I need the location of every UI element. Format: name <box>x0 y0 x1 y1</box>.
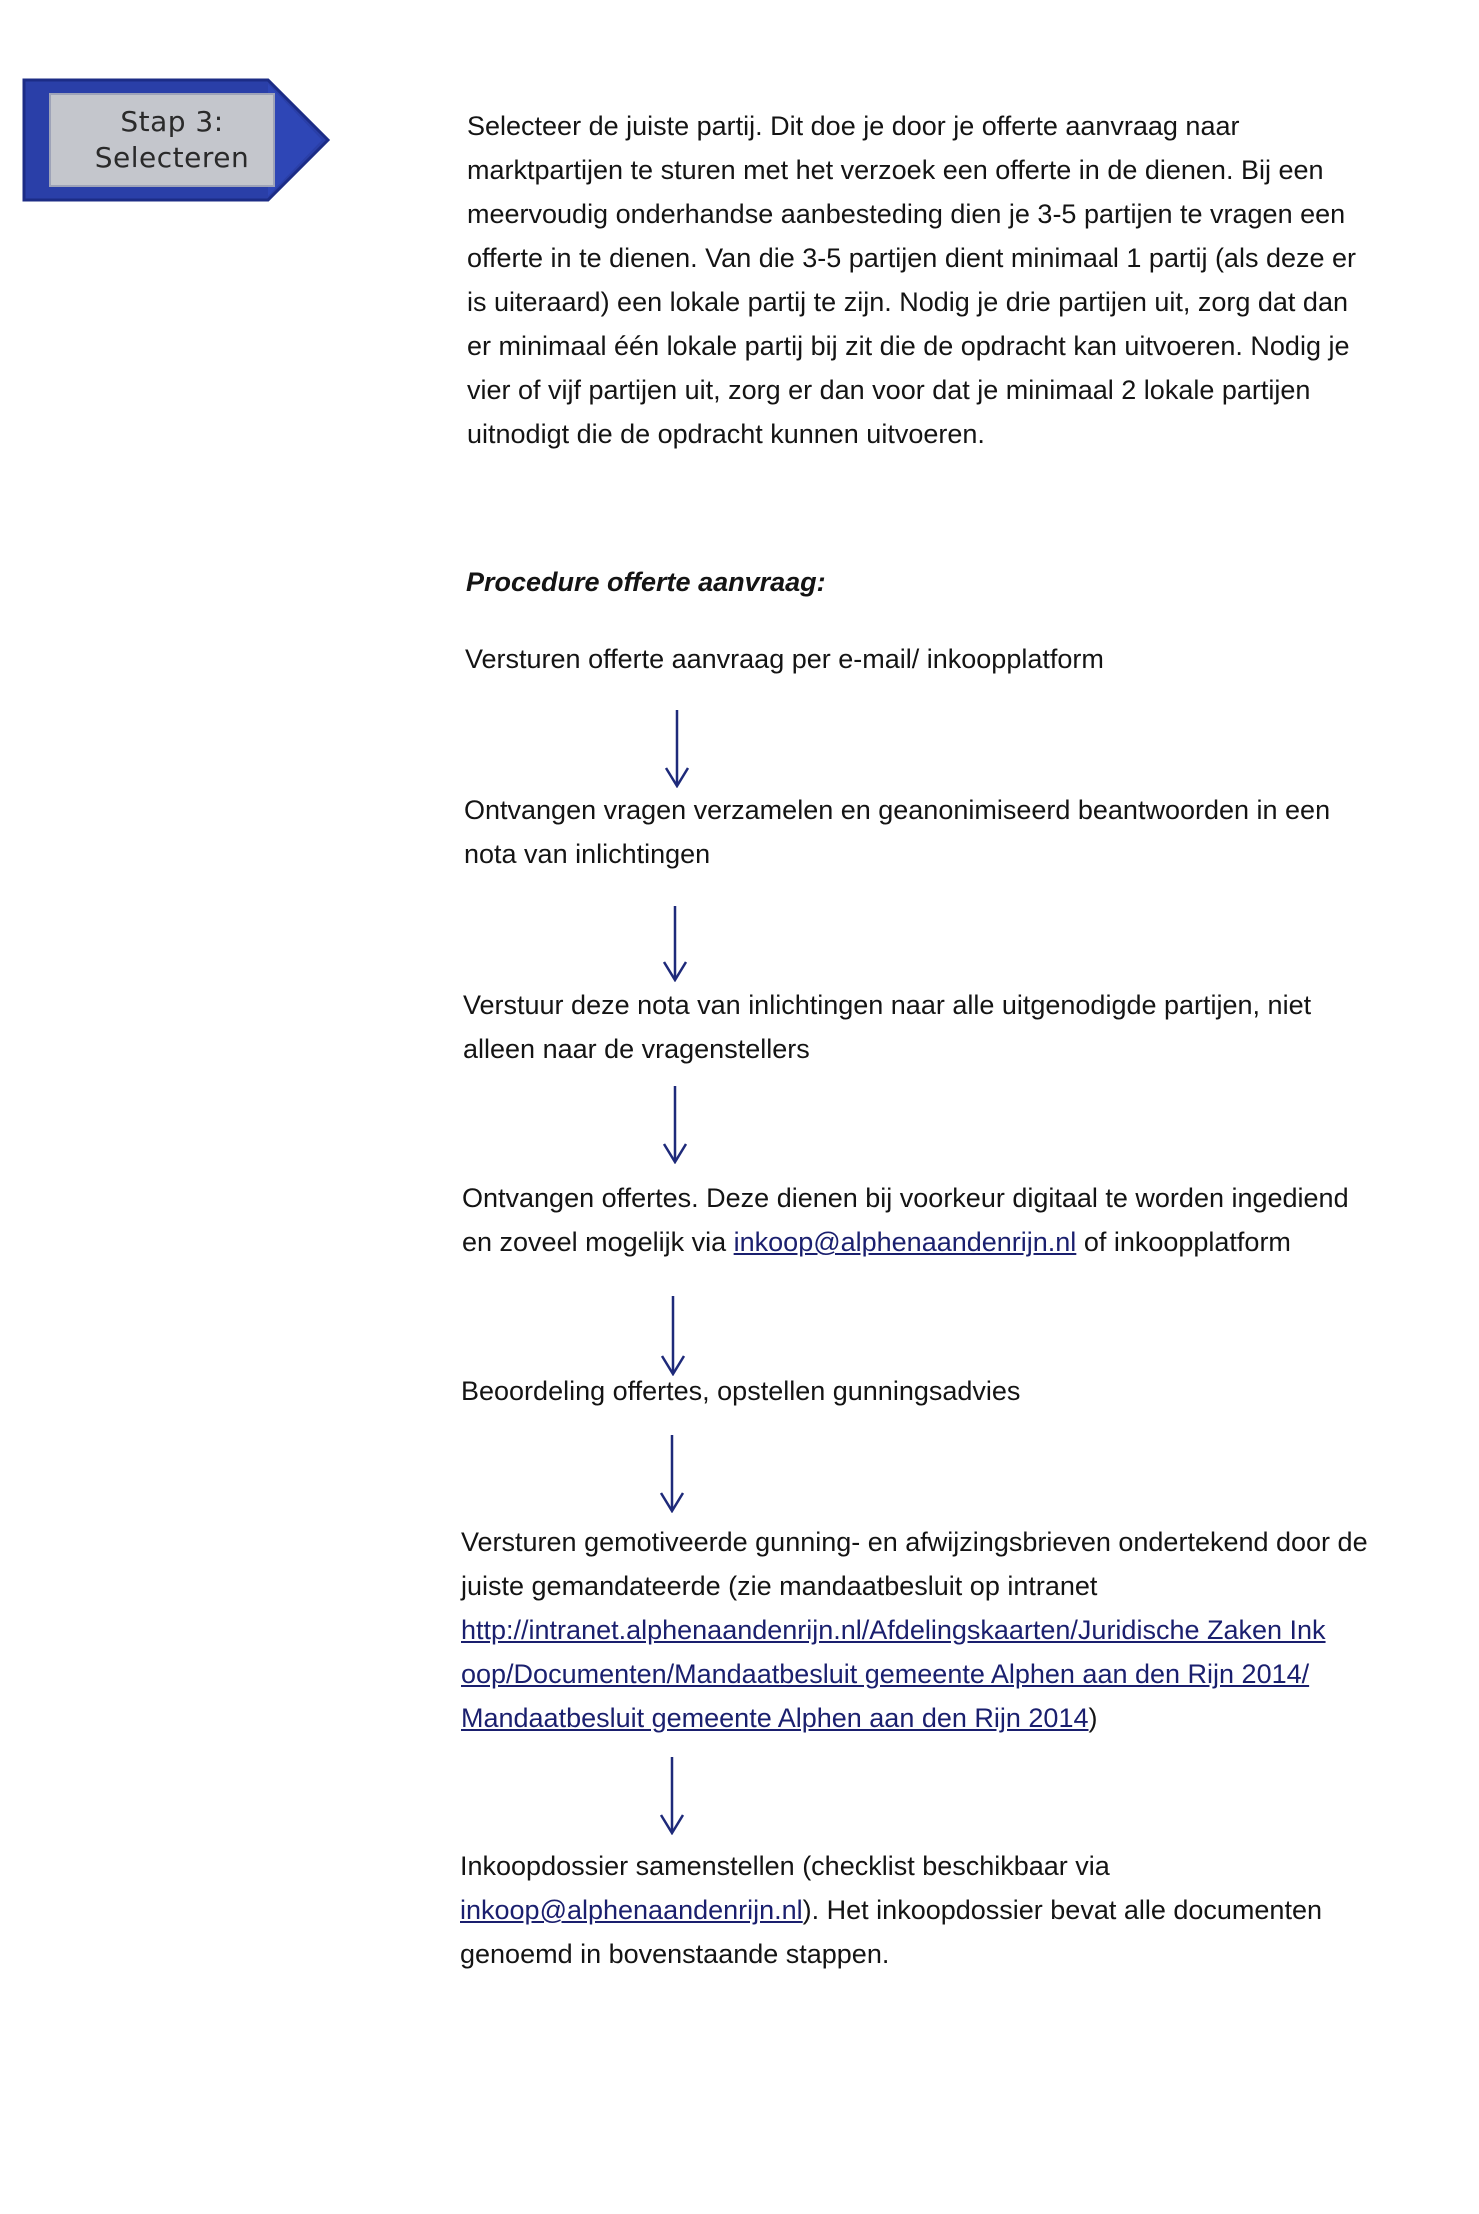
badge-label <box>50 94 294 186</box>
step-text-suffix: of inkoopplatform <box>1076 1227 1291 1257</box>
step-text: genoemd in bovenstaande stappen. <box>460 1939 890 1969</box>
step-badge <box>22 76 332 204</box>
procedure-step-7 <box>460 1844 1322 1976</box>
intranet-link-line <box>461 1608 1368 1652</box>
down-arrow-icon <box>662 710 692 788</box>
procedure-step-4 <box>462 1176 1349 1264</box>
email-link[interactable]: inkoop@alphenaandenrijn.nl <box>733 1227 1077 1257</box>
intro-paragraph <box>467 104 1356 456</box>
step-text: Versturen offerte aanvraag per e-mail/ inkoopplatform <box>465 644 1104 674</box>
intro-line: vier of vijf partijen uit, zorg er dan voor dat je minimaal 2 lokale partijen <box>467 375 1311 405</box>
badge-line-1: Stap 3: <box>120 105 224 138</box>
procedure-step-1 <box>465 637 1104 681</box>
procedure-step-2 <box>464 788 1330 876</box>
step-text: Ontvangen vragen verzamelen en geanonimiseerd beantwoorden in een <box>464 795 1331 825</box>
intro-line: meervoudig onderhandse aanbesteding dien je 3-5 partijen te vragen een <box>467 199 1346 229</box>
down-arrow-icon <box>658 1296 688 1376</box>
email-link[interactable]: inkoop@alphenaandenrijn.nl <box>460 1895 803 1925</box>
step-text: alleen naar de vragenstellers <box>463 1034 810 1064</box>
intro-line: is uiteraard) een lokale partij te zijn. Nodig je drie partijen uit, zorg dat dan <box>467 287 1348 317</box>
step-text-prefix: en zoveel mogelijk via <box>462 1227 734 1257</box>
intro-line: er minimaal één lokale partij bij zit die de opdracht kan uitvoeren. Nodig je <box>467 331 1350 361</box>
intro-line: Selecteer de juiste partij. Dit doe je door je offerte aanvraag naar <box>467 111 1240 141</box>
procedure-step-5 <box>461 1369 1020 1413</box>
step-text: Versturen gemotiveerde gunning- en afwijzingsbrieven ondertekend door de <box>461 1527 1368 1557</box>
down-arrow-icon <box>660 906 690 982</box>
step-text: nota van inlichtingen <box>464 839 711 869</box>
step-text: juiste gemandateerde (zie mandaatbesluit op intranet <box>461 1571 1098 1601</box>
step-text: Inkoopdossier samenstellen (checklist beschikbaar via <box>460 1851 1110 1881</box>
badge-line-2: Selecteren <box>94 141 250 174</box>
intranet-link-part-1[interactable]: http://intranet.alphenaandenrijn.nl/Afdelingskaarten/Juridische Zaken Ink <box>461 1615 1326 1645</box>
step-text: Ontvangen offertes. Deze dienen bij voorkeur digitaal te worden ingediend <box>462 1183 1349 1213</box>
intro-line: uitnodigt die de opdracht kunnen uitvoeren. <box>467 419 985 449</box>
step-text: Beoordeling offertes, opstellen gunningsadvies <box>461 1376 1021 1406</box>
procedure-step-3 <box>463 983 1311 1071</box>
intranet-link-line <box>461 1696 1368 1740</box>
closing-paren: ) <box>1088 1703 1098 1733</box>
step-text <box>460 1888 1322 1932</box>
step-text-suffix: ). Het inkoopdossier bevat alle documenten <box>802 1895 1322 1925</box>
intranet-link-part-3[interactable]: Mandaatbesluit gemeente Alphen aan den Rijn 2014 <box>461 1703 1089 1733</box>
down-arrow-icon <box>657 1757 687 1835</box>
procedure-step-6 <box>461 1520 1368 1740</box>
intro-line: offerte in te dienen. Van die 3-5 partijen dient minimaal 1 partij (als deze er <box>467 243 1357 273</box>
intranet-link-part-2[interactable]: oop/Documenten/Mandaatbesluit gemeente Alphen aan den Rijn 2014/ <box>461 1659 1310 1689</box>
procedure-heading: Procedure offerte aanvraag: <box>466 567 826 597</box>
down-arrow-icon <box>660 1086 690 1164</box>
intro-line: marktpartijen te sturen met het verzoek een offerte in de dienen. Bij een <box>467 155 1324 185</box>
step-text: Verstuur deze nota van inlichtingen naar alle uitgenodigde partijen, niet <box>463 990 1312 1020</box>
intranet-link-line <box>461 1652 1368 1696</box>
down-arrow-icon <box>657 1435 687 1513</box>
step-text <box>462 1220 1349 1264</box>
